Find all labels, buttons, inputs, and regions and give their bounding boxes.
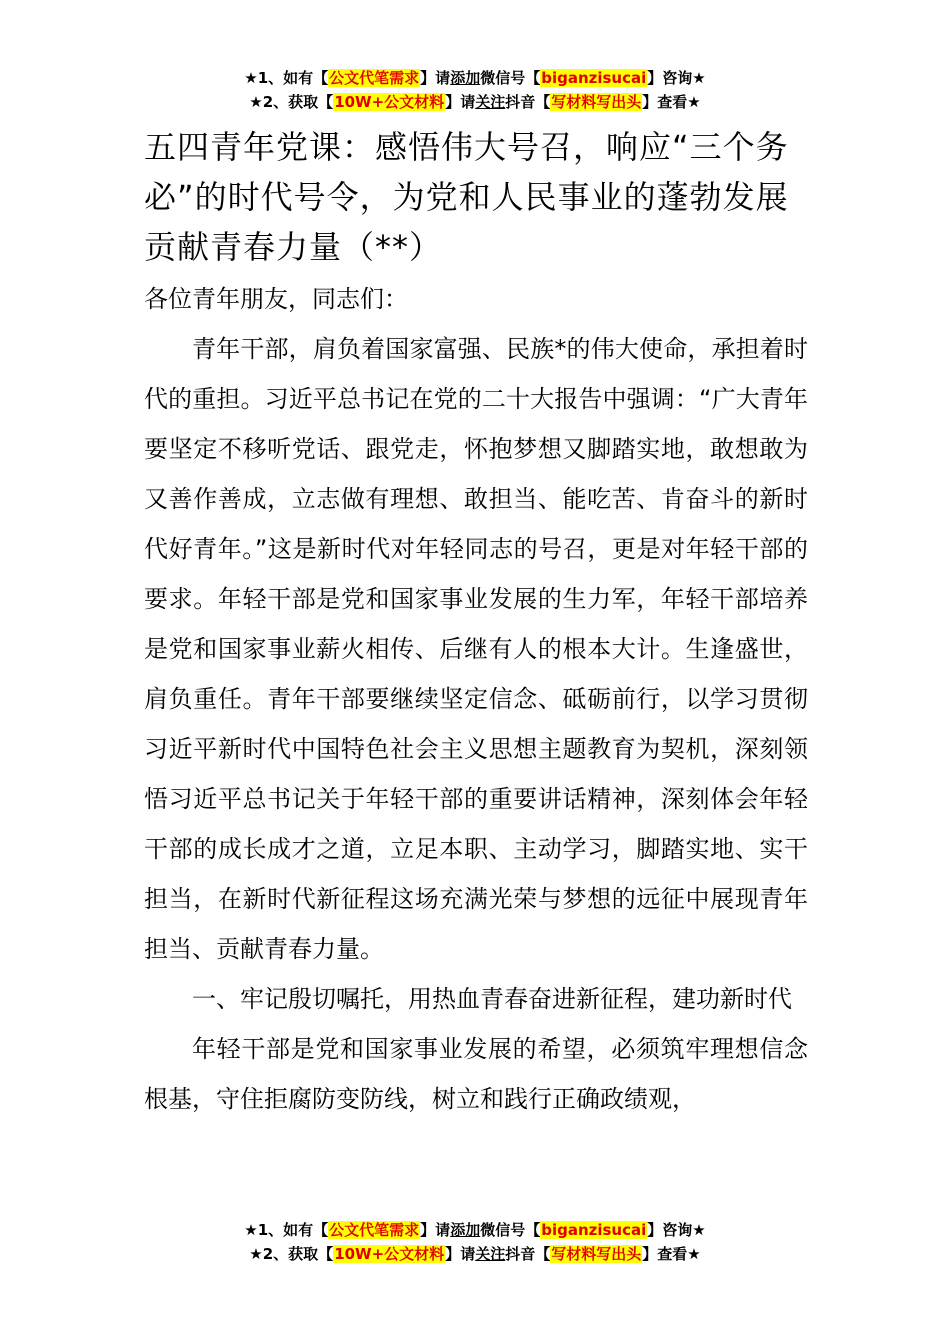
banner-text: 微信号【 (480, 1221, 541, 1239)
banner-highlight: biganzisucai (541, 1221, 647, 1239)
banner-text: ★1、如有【 (244, 1221, 329, 1239)
document-body (144, 122, 808, 1124)
banner-text: 】查看★ (642, 93, 701, 111)
section-heading-1: 一、牢记殷切嘱托，用热血青春奋进新征程，建功新时代 (192, 985, 792, 1013)
banner-highlight: biganzisucai (541, 69, 647, 87)
banner-highlight: 公文代笔需求 (329, 69, 420, 87)
banner-text: ★2、获取【 (249, 93, 334, 111)
banner-highlight: 公文代笔需求 (329, 1221, 420, 1239)
banner-emphasis: 关注 (475, 1245, 506, 1263)
banner-text: 】请 (420, 1221, 451, 1239)
banner-text: 抖音【 (505, 1245, 551, 1263)
banner-line-2 (0, 90, 950, 114)
banner-text: 抖音【 (505, 93, 551, 111)
banner-highlight: 10W+公文材料 (334, 93, 445, 111)
banner-text: 】咨询★ (647, 69, 706, 87)
banner-line-1 (0, 66, 950, 90)
bottom-banner (0, 1218, 950, 1266)
banner-text: ★1、如有【 (244, 69, 329, 87)
banner-text: 】请 (445, 93, 476, 111)
paragraph-1: 青年干部，肩负着国家富强、民族*的伟大使命，承担着时代的重担。习近平总书记在党的二十大报告中强调：“广大青年要坚定不移听党话、跟党走，怀抱梦想又脚踏实地，敢想敢为又善作善成，立志做有理想、敢担当、能吃苦、肯奋斗的新时代好青年。”这是新时代对年轻同志的号召，更是对年轻干部的要求。年轻干部是党和国家事业发展的生力军，年轻干部培养是党和国家事业薪火相传、后继有人的根本大计。生逢盛世，肩负重任。青年干部要继续坚定信念、砥砺前行，以学习贯彻习近平新时代中国特色社会主义思想主题教育为契机，深刻领悟习近平总书记关于年轻干部的重要讲话精神，深刻体会年轻干部的成长成才之道，立足本职、主动学习，脚踏实地、实干担当，在新时代新征程这场充满光荣与梦想的远征中展现青年担当、贡献青春力量。 (144, 335, 808, 963)
banner-highlight: 写材料写出头 (551, 1245, 642, 1263)
banner-text: 】咨询★ (647, 1221, 706, 1239)
banner-emphasis: 关注 (475, 93, 506, 111)
banner-text: 】请 (420, 69, 451, 87)
banner-text: 微信号【 (480, 69, 541, 87)
banner-highlight: 写材料写出头 (551, 93, 642, 111)
banner-text: 】查看★ (642, 1245, 701, 1263)
banner-text: ★2、获取【 (249, 1245, 334, 1263)
document-title: 五四青年党课：感悟伟大号召，响应“三个务必”的时代号令，为党和人民事业的蓬勃发展贡献青春力量（**） (144, 128, 789, 266)
banner-emphasis: 添加 (450, 69, 481, 87)
salutation: 各位青年朋友，同志们： (144, 285, 408, 313)
top-banner (0, 66, 950, 114)
banner-text: 】请 (445, 1245, 476, 1263)
banner-highlight: 10W+公文材料 (334, 1245, 445, 1263)
banner-line-2 (0, 1242, 950, 1266)
banner-emphasis: 添加 (450, 1221, 481, 1239)
banner-line-1 (0, 1218, 950, 1242)
paragraph-2: 年轻干部是党和国家事业发展的希望，必须筑牢理想信念根基，守住拒腐防变防线，树立和践行正确政绩观， (144, 1035, 808, 1113)
